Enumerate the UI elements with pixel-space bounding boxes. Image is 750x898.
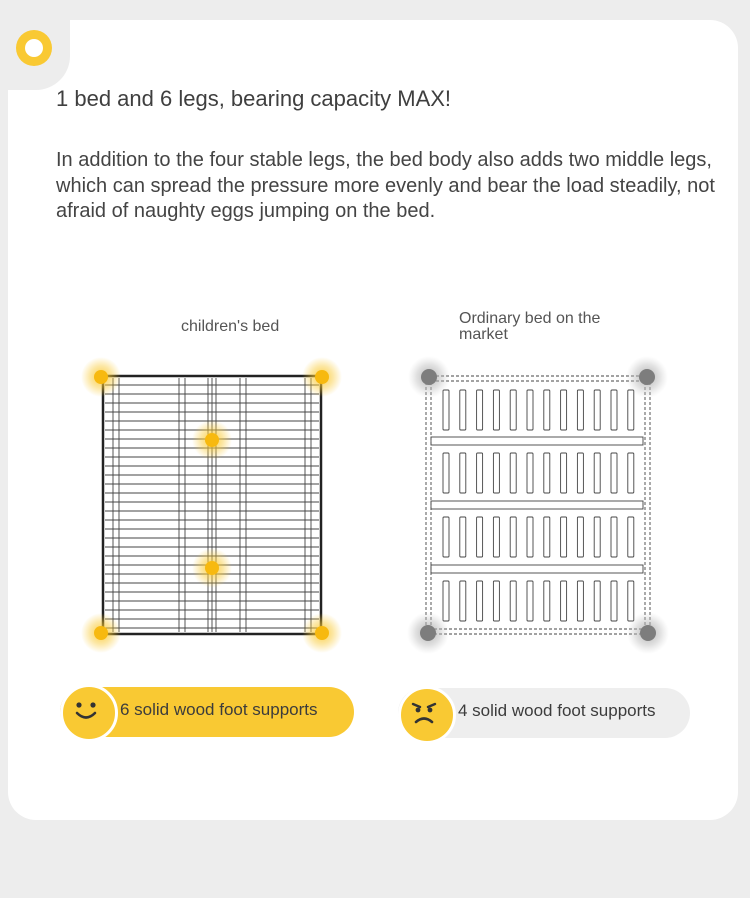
leg-dot [420, 625, 436, 641]
ordinary-bed-drawing [426, 376, 650, 634]
children-bed-legs [81, 357, 342, 653]
children-bed-drawing [103, 376, 321, 634]
leg-dot [94, 370, 108, 384]
leg-dot [640, 625, 656, 641]
four-supports-text: 4 solid wood foot supports [458, 701, 656, 720]
leg-dot [315, 626, 329, 640]
leg-dot [639, 369, 655, 385]
leg-dot [205, 561, 219, 575]
six-supports-text: 6 solid wood foot supports [120, 700, 318, 719]
children-bed-label: children's bed [181, 318, 280, 335]
six-supports-badge [60, 687, 354, 737]
frowning-face-icon [398, 686, 456, 744]
headline: 1 bed and 6 legs, bearing capacity MAX! [56, 86, 452, 111]
ordinary-bed-legs [407, 356, 669, 654]
leg-dot [205, 433, 219, 447]
smiley-face-icon [60, 684, 118, 742]
ordinary-bed-label: Ordinary bed on the market [459, 310, 601, 343]
description: In addition to the four stable legs, the bed body also adds two middle legs, which can spread the pressure more evenly and bear the load steadily, not afraid of naughty eggs jumping on the bed. [56, 149, 715, 222]
leg-dot [94, 626, 108, 640]
four-supports-badge [398, 688, 690, 738]
leg-dot [315, 370, 329, 384]
leg-dot [421, 369, 437, 385]
